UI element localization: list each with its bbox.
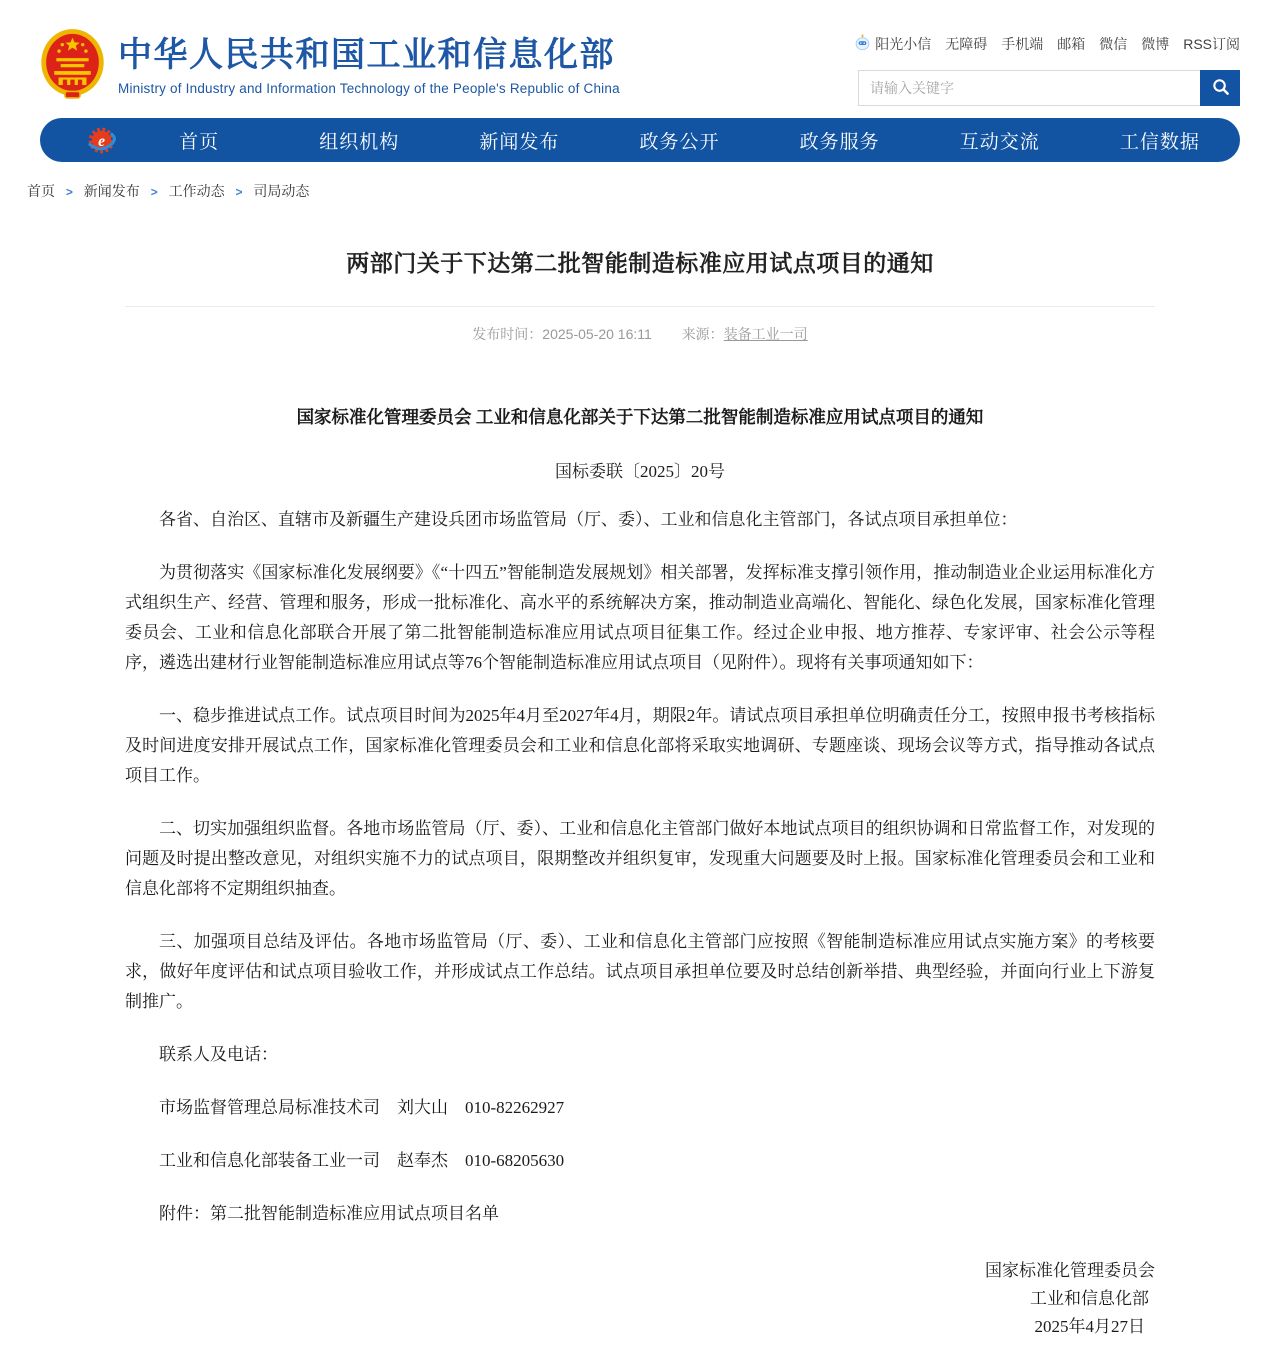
paragraph-item-2: 二、切实加强组织监督。各地市场监管局（厅、委）、工业和信息化主管部门做好本地试点项目的组织协调和日常监督工作，对发现的问题及时提出整改意见，对组织实施不力的试点项目，限期整改并组织复审，发现重大问题要及时上报。国家标准化管理委员会和工业和信息化部将不定期组织抽查。 — [125, 819, 1155, 899]
document-number: 国标委联〔2025〕20号 — [555, 462, 725, 482]
nav-item-gov-services[interactable]: 政务服务 — [799, 131, 880, 153]
paragraph-contact-heading: 联系人及电话： — [159, 1045, 278, 1065]
quick-link-rss[interactable]: RSS订阅 — [1183, 36, 1240, 52]
search-icon — [1211, 77, 1230, 99]
signature-block — [125, 1257, 1155, 1361]
document-title: 国家标准化管理委员会 工业和信息化部关于下达第二批智能制造标准应用试点项目的通知 — [296, 407, 984, 428]
nav-item-organization[interactable]: 组织机构 — [319, 131, 400, 153]
breadcrumb-item-work-trends[interactable]: 工作动态 — [168, 183, 225, 199]
main-nav — [40, 118, 1240, 162]
nav-item-interaction[interactable]: 互动交流 — [959, 131, 1040, 153]
search-bar — [858, 70, 1240, 106]
source-link[interactable]: 装备工业一司 — [723, 326, 808, 343]
nav-item-home[interactable]: 首页 — [179, 131, 220, 153]
signature-org-1: 国家标准化管理委员会 — [985, 1261, 1155, 1281]
national-emblem-logo — [40, 28, 105, 104]
paragraph-attachment: 附件：第二批智能制造标准应用试点项目名单 — [159, 1204, 499, 1224]
signature-date: 2025年4月27日 — [1034, 1317, 1145, 1337]
paragraph-contact-2: 工业和信息化部装备工业一司 赵奉杰 010-68205630 — [159, 1151, 565, 1171]
title-divider — [125, 306, 1155, 307]
signature-org-2: 工业和信息化部 — [1030, 1289, 1149, 1309]
paragraph-item-3: 三、加强项目总结及评估。各地市场监管局（厅、委）、工业和信息化主管部门应按照《智能制造标准应用试点实施方案》的考核要求，做好年度评估和试点项目验收工作，并形成试点工作总结。试点项目承担单位要及时总结创新举措、典型经验，并面向行业上下游复制推广。 — [125, 932, 1155, 1012]
quick-link-mobile[interactable]: 手机端 — [1001, 36, 1044, 52]
site-header — [0, 0, 1280, 106]
breadcrumb-item-home[interactable]: 首页 — [27, 183, 55, 199]
quick-link-label: 阳光小信 — [875, 36, 932, 52]
article — [125, 247, 1155, 1361]
nav-item-news[interactable]: 新闻发布 — [479, 131, 560, 153]
site-title: 中华人民共和国工业和信息化部 — [118, 36, 615, 75]
breadcrumb-separator: > — [235, 185, 243, 199]
article-title: 两部门关于下达第二批智能制造标准应用试点项目的通知 — [346, 250, 934, 276]
quick-link-sunshine[interactable] — [854, 34, 931, 54]
search-input[interactable] — [858, 70, 1200, 106]
site-subtitle-en: Ministry of Industry and Information Technology of the People's Republic of China — [118, 80, 620, 96]
breadcrumb-item-bureau-trends[interactable]: 司局动态 — [253, 183, 310, 199]
publish-time-label: 发布时间： — [472, 326, 543, 343]
quick-link-weibo[interactable]: 微博 — [1141, 36, 1170, 52]
nav-item-miit-data[interactable]: 工信数据 — [1119, 131, 1200, 153]
svg-text:e: e — [98, 132, 105, 150]
quick-link-wechat[interactable]: 微信 — [1099, 36, 1128, 52]
breadcrumb-item-news[interactable]: 新闻发布 — [83, 183, 140, 199]
paragraph-item-1: 一、稳步推进试点工作。试点项目时间为2025年4月至2027年4月，期限2年。请试点项目承担单位明确责任分工，按照申报书考核指标及时间进度安排开展试点工作，国家标准化管理委员会和工业和信息化部将采取实地调研、专题座谈、现场会议等方式，指导推动各试点项目工作。 — [125, 706, 1155, 786]
site-logo-link[interactable] — [40, 28, 620, 104]
paragraph-intro: 为贯彻落实《国家标准化发展纲要》《“十四五”智能制造发展规划》相关部署，发挥标准支撑引领作用，推动制造业企业运用标准化方式组织生产、经营、管理和服务，形成一批标准化、高水平的系统解决方案，推动制造业高端化、智能化、绿色化发展，国家标准化管理委员会、工业和信息化部联合开展了第二批智能制造标准应用试点项目征集工作。经过企业申报、地方推荐、专家评审、社会公示等程序，遴选出建材行业智能制造标准应用试点等76个智能制造标准应用试点项目（见附件）。现将有关事项通知如下： — [125, 563, 1155, 673]
source-label: 来源： — [681, 326, 724, 343]
breadcrumb — [27, 181, 1280, 201]
paragraph-salutation: 各省、自治区、直辖市及新疆生产建设兵团市场监管局（厅、委）、工业和信息化主管部门，各试点项目承担单位： — [159, 510, 1018, 530]
sunshine-robot-icon — [854, 34, 871, 54]
paragraph-contact-1: 市场监督管理总局标准技术司 刘大山 010-82262927 — [159, 1098, 565, 1118]
nav-item-gov-disclosure[interactable]: 政务公开 — [639, 131, 720, 153]
search-button[interactable] — [1200, 70, 1240, 106]
header-right — [858, 28, 1240, 106]
quick-link-mail[interactable]: 邮箱 — [1057, 36, 1086, 52]
publish-time-value: 2025-05-20 16:11 — [542, 326, 652, 343]
miit-gear-logo-icon — [86, 124, 119, 157]
breadcrumb-separator: > — [65, 185, 73, 199]
article-meta — [125, 324, 1155, 344]
quick-link-accessibility[interactable]: 无障碍 — [945, 36, 988, 52]
quick-links — [858, 34, 1240, 54]
breadcrumb-separator: > — [150, 185, 158, 199]
